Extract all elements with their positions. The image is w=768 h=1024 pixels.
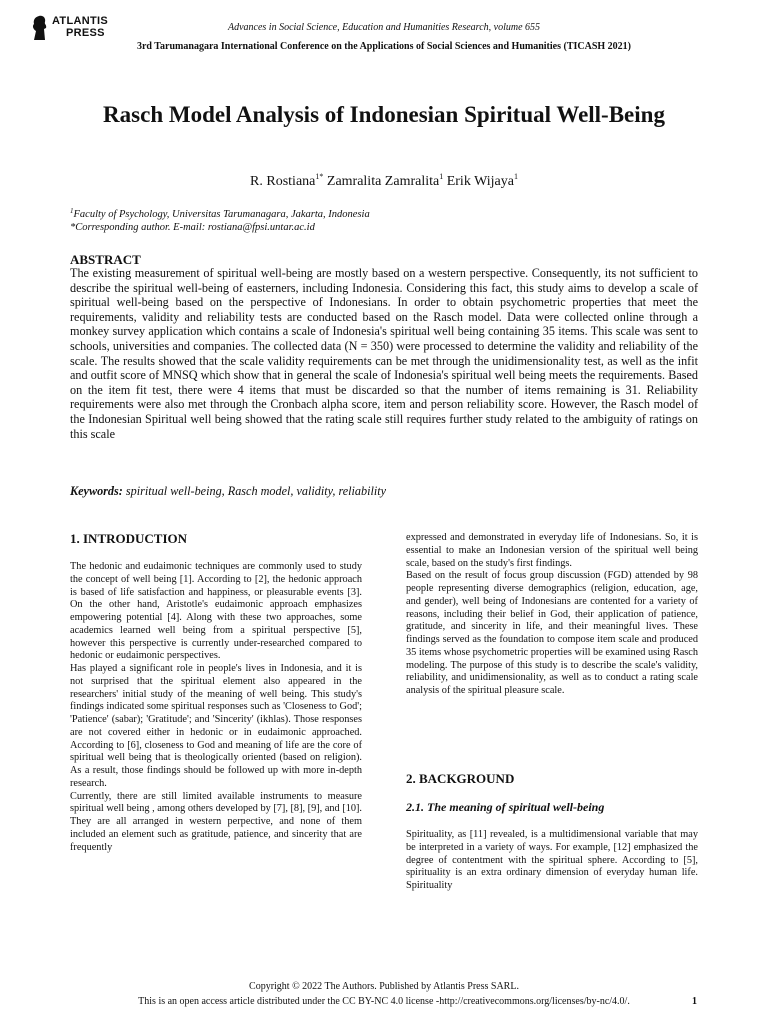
author-affil-mark: 1 <box>439 172 444 181</box>
intro-paragraph: Currently, there are still limited available instruments to measure spiritual well being , among others developed by [7], [8], [9], and [10]. They are all arranged in western perpective, and none of them included an element such as gratitude, patience, and sincerity that are frequently <box>70 790 362 853</box>
intro-paragraph: expressed and demonstrated in everyday life of Indonesians. So, it is essential to make an Indonesian version of the spiritual well being scale, based on the study's first findings. <box>406 532 698 569</box>
affiliation-mark: 1 <box>70 207 74 215</box>
page-number: 1 <box>692 996 697 1007</box>
author-name: Zamralita Zamralita <box>326 174 440 189</box>
affiliation-text: Faculty of Psychology, Universitas Tarumanagara, Jakarta, Indonesia <box>73 209 370 220</box>
intro-paragraph: Has played a significant role in people's lives in Indonesia, and it is not surprised that the spiritual element also appeared in the researchers' initial study of the meaning of well being. This study's findings indicated some spiritual responses such as 'Closeness to God'; 'Patience' (sabar); 'Gratitude'; and 'Sincerity' (ikhlas). Those responses are not covered either in hedonic or in eudaimonic approached. According to [6], closeness to God and meaning of life are the core of spiritual well being that is theologically oriented (based on religion). As a result, those findings should be followed up with more in-depth research. <box>70 663 362 789</box>
paper-title: Rasch Model Analysis of Indonesian Spiritual Well-Being <box>103 102 665 127</box>
author-name: Erik Wijaya <box>446 174 514 189</box>
keywords <box>70 484 698 499</box>
abstract-heading: ABSTRACT <box>70 252 141 267</box>
affiliations <box>70 208 698 234</box>
journal-line: Advances in Social Science, Education and Humanities Research, volume 655 <box>227 22 541 33</box>
keywords-label: Keywords: <box>70 484 123 498</box>
author-affil-mark: 1 <box>513 172 518 181</box>
copyright-line: Copyright © 2022 The Authors. Published by Atlantis Press SARL. <box>249 981 519 992</box>
intro-paragraph: Based on the result of focus group discussion (FGD) attended by 98 people representing diverse demographics (religion, education, age, and gender), well being of Indonesians are contented for a variety of reasons, including their belief in God, their application of patience, gratitude, and sincerity in life, and their meaningful lives. These findings served as the foundation to compose item scale and produced 35 items whose psychometric properties will be examined using Rasch modeling. The purpose of this study is to describe the scale's validity, reliability, and unidimensionality, as well as to conduct a rating scale analysis of the spiritual pleasure scale. <box>406 570 698 696</box>
subsection-heading: 2.1. The meaning of spiritual well-being <box>406 800 605 814</box>
author-affil-mark: 1* <box>315 172 324 181</box>
logo-text-press: PRESS <box>66 27 105 39</box>
right-column <box>406 532 698 698</box>
background-heading: 2. BACKGROUND <box>406 771 515 786</box>
author-list <box>0 173 768 191</box>
introduction-heading: 1. INTRODUCTION <box>70 531 188 546</box>
abstract-text: The existing measurement of spiritual well-being are mostly based on a western perspective. Consequently, its not sufficient to describe the spiritual well-being of easterners, including Indonesia. Considering this fact, this study aims to develop a scale of spiritual well-being based on the perspective of Indonesians. In order to obtain psychometric properties that meet the requirements, validity and reliability tests are conducted based on the Rasch model. Data were collected online through a monkey survey application which contains a scale of Indonesia's spiritual well being containing 35 items. This scale was sent to schools, universities and companies. The collected data (N = 350) were processed to determine the validity and reliability of the scale. The results showed that the scale validity requirements can be met through the unidimensionality test, as well as the infit and outfit score of MNSQ which show that in general the scale of Indonesia's spiritual well being meets the requirements. Based on the item fit test, there were 4 items that must be discarded so that the number of items remaining is 31. Reliability requirements were also met through the Cronbach alpha score, item and person reliability score. However, the Rasch model of the Indonesian Spiritual well being showed that the rating scale still requires further study related to the ambiguity of ratings on this scale <box>70 266 698 441</box>
left-column <box>70 561 362 854</box>
logo-text-atlantis: ATLANTIS <box>52 15 108 27</box>
corresponding-author: *Corresponding author. E-mail: rostiana@fpsi.untar.ac.id <box>70 222 315 233</box>
intro-paragraph: The hedonic and eudaimonic techniques are commonly used to study the concept of well being [1]. According to [2], the hedonic approach is based of life satisfaction and happiness, or pleasurable events [3]. On the other hand, Aristotle's eudaimonic approach emphasizes empowering potential [4]. Along with these two approaches, some academics learned well being from a spiritual perspective [5], however this perspective is currently under-researched compared to hedonic or eudaimonic perspectives. <box>70 561 362 662</box>
conference-line: 3rd Tarumanagara International Conference on the Applications of Social Sciences and Humanities (TICASH 2021) <box>136 41 631 52</box>
license-line: This is an open access article distributed under the CC BY-NC 4.0 license -http://creativecommons.org/licenses/by-nc/4.0/. <box>138 996 630 1007</box>
keywords-value: spiritual well-being, Rasch model, validity, reliability <box>125 484 387 498</box>
background-paragraph: Spirituality, as [11] revealed, is a multidimensional variable that may be interpreted in a variety of ways. For example, [12] emphasized the degree of contentment with the spiritual sphere. According to [5], spirituality is an extra ordinary dimension of everyday human life. Spirituality <box>406 829 698 891</box>
author-name: R. Rostiana <box>250 174 316 189</box>
